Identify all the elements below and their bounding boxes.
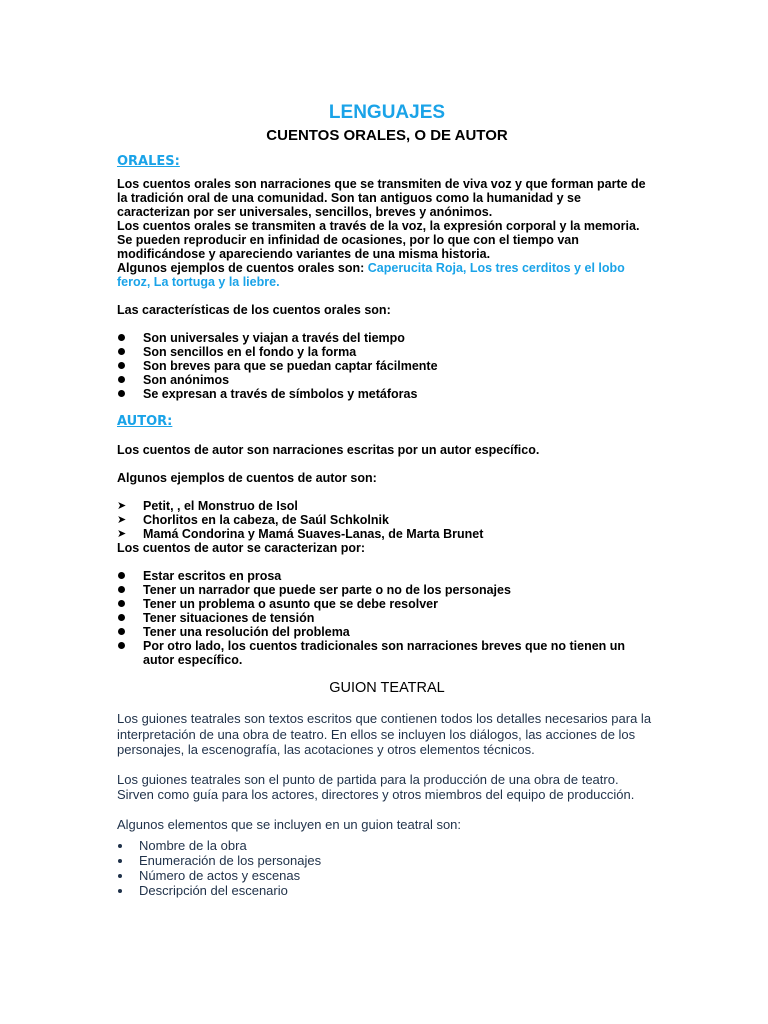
bullet-icon: [118, 600, 125, 607]
bullet-icon: [118, 376, 125, 383]
section-heading-orales: ORALES:: [117, 154, 180, 169]
orales-examples: [117, 261, 657, 289]
list-item: ➤ Petit, , el Monstruo de Isol: [117, 499, 298, 513]
orales-features-intro: Las características de los cuentos orales son:: [117, 303, 391, 317]
list-item: Tener un problema o asunto que se debe resolver: [117, 597, 657, 611]
bullet-icon: [118, 844, 122, 848]
guion-elements-list: [117, 838, 657, 898]
bullet-icon: [118, 572, 125, 579]
section-heading-autor: AUTOR:: [117, 414, 173, 429]
list-item: Son universales y viajan a través del tiempo: [117, 331, 657, 345]
bullet-icon: [118, 889, 122, 893]
bullet-icon: [118, 390, 125, 397]
bullet-icon: [118, 586, 125, 593]
orales-examples-list: Caperucita Roja, Los tres cerditos y el lobo feroz, La tortuga y la liebre.: [117, 261, 625, 289]
bullet-icon: [118, 614, 125, 621]
arrow-bullet-icon: ➤: [117, 499, 127, 512]
orales-examples-intro: Algunos ejemplos de cuentos orales son:: [117, 261, 368, 275]
list-item: Son breves para que se puedan captar fácilmente: [117, 359, 657, 373]
list-item: Tener un narrador que puede ser parte o no de los personajes: [117, 583, 657, 597]
arrow-bullet-icon: ➤: [117, 527, 127, 540]
guion-elements-intro: Algunos elementos que se incluyen en un guion teatral son:: [117, 816, 462, 832]
list-item: Enumeración de los personajes: [117, 853, 657, 868]
list-item: Estar escritos en prosa: [117, 569, 657, 583]
bullet-icon: [118, 628, 125, 635]
autor-examples-intro: Algunos ejemplos de cuentos de autor son:: [117, 471, 377, 485]
bullet-icon: [118, 874, 122, 878]
list-item: Nombre de la obra: [117, 838, 657, 853]
autor-features-intro: Los cuentos de autor se caracterizan por:: [117, 541, 365, 555]
bullet-icon: [118, 642, 125, 649]
document-content: [117, 101, 657, 898]
page-title: LENGUAJES: [328, 102, 446, 123]
autor-paragraph-1: Los cuentos de autor son narraciones escritas por un autor específico.: [117, 443, 540, 457]
bullet-icon: [118, 362, 125, 369]
list-item: Número de actos y escenas: [117, 868, 657, 883]
list-item: Por otro lado, los cuentos tradicionales son narraciones breves que no tienen un autor específico.: [117, 639, 657, 667]
list-item: Son anónimos: [117, 373, 657, 387]
list-item: ➤ Chorlitos en la cabeza, de Saúl Schkolnik: [117, 513, 389, 527]
list-item: Tener una resolución del problema: [117, 625, 657, 639]
orales-paragraph-2: Los cuentos orales se transmiten a través de la voz, la expresión corporal y la memoria. Se pueden reproducir en infinidad de ocasiones, por lo que con el tiempo van modificándose y apareciendo variantes de una misma historia.: [117, 219, 640, 261]
orales-paragraph-1: Los cuentos orales son narraciones que se transmiten de viva voz y que forman parte de la tradición oral de una comunidad. Son tan antiguos como la humanidad y se caracterizan por ser universales, sencillos, breves y anónimos.: [117, 177, 646, 219]
list-item: Son sencillos en el fondo y la forma: [117, 345, 657, 359]
page-subtitle: CUENTOS ORALES, O DE AUTOR: [266, 127, 508, 144]
autor-features-list: [117, 569, 657, 667]
list-item: Se expresan a través de símbolos y metáforas: [117, 387, 657, 401]
list-item: ➤ Mamá Condorina y Mamá Suaves-Lanas, de Marta Brunet: [117, 527, 484, 541]
list-item: Descripción del escenario: [117, 883, 657, 898]
autor-examples-list: [117, 499, 657, 541]
bullet-icon: [118, 334, 125, 341]
orales-features-list: [117, 331, 657, 401]
arrow-bullet-icon: ➤: [117, 513, 127, 526]
bullet-icon: [118, 859, 122, 863]
guion-paragraph-1: Los guiones teatrales son textos escritos que contienen todos los detalles necesarios para la interpretación de una obra de teatro. En ellos se incluyen los diálogos, las acciones de los personajes, la escenografía, las acotaciones y otros elementos técnicos.: [117, 711, 652, 757]
section-heading-guion: GUION TEATRAL: [329, 680, 445, 696]
guion-paragraph-2: Los guiones teatrales son el punto de partida para la producción de una obra de teatro. Sirven como guía para los actores, directores y otros miembros del equipo de producción.: [117, 771, 635, 802]
bullet-icon: [118, 348, 125, 355]
list-item: Tener situaciones de tensión: [117, 611, 657, 625]
